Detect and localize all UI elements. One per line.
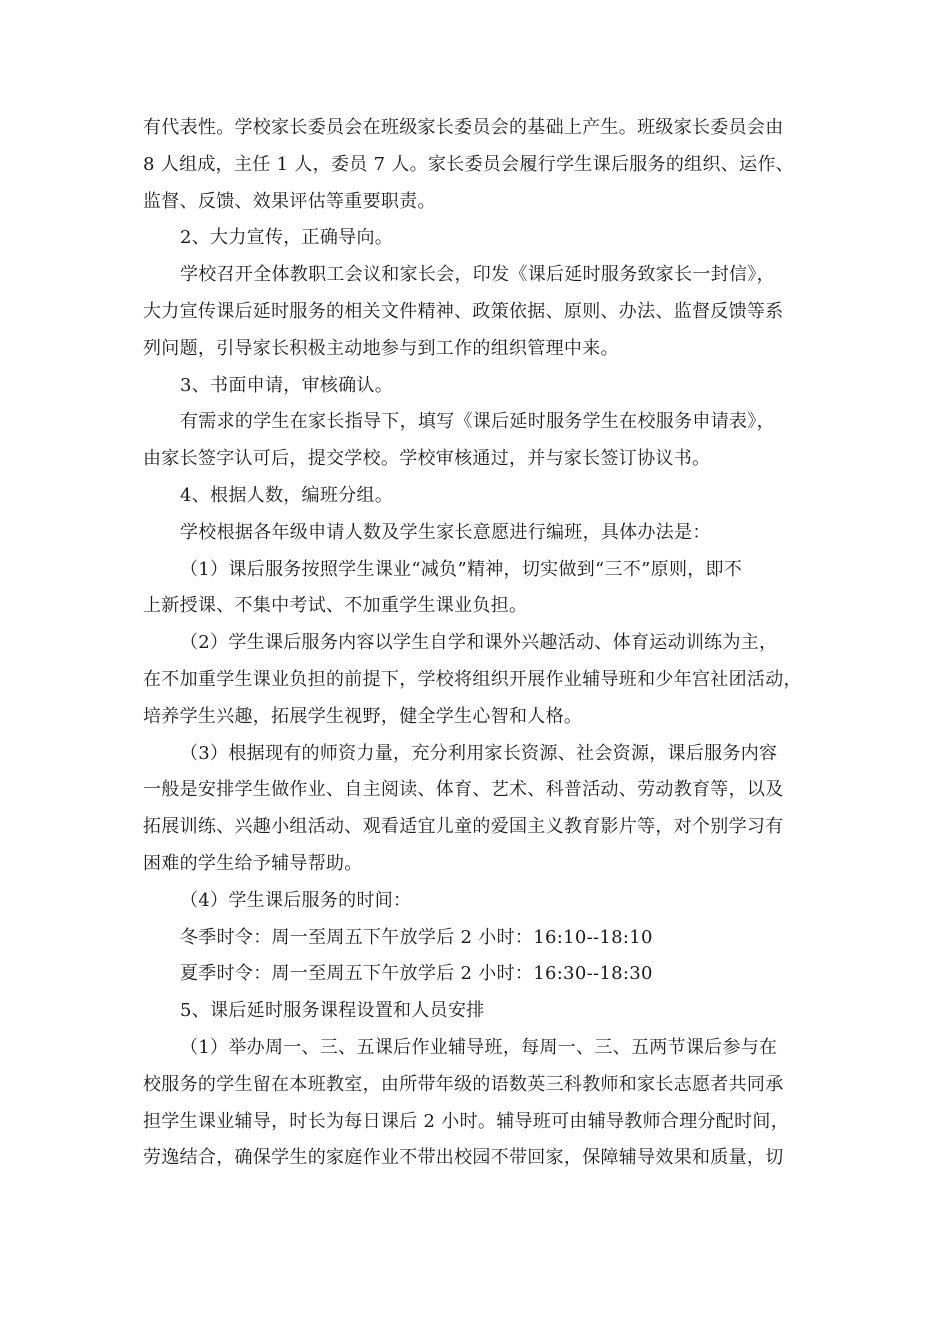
text-line: 由家长签字认可后，提交学校。学校审核通过，并与家长签订协议书。: [143, 448, 711, 470]
text-line: （1）举办周一、三、五课后作业辅导班，每周一、三、五两节课后参与在: [180, 1036, 778, 1058]
text-line: （3）根据现有的师资力量，充分利用家长资源、社会资源，课后服务内容: [180, 742, 778, 764]
text-line: 担学生课业辅导，时长为每日课后 2 小时。辅导班可由辅导教师合理分配时间，: [143, 1110, 789, 1132]
text-line: 有代表性。学校家长委员会在班级家长委员会的基础上产生。班级家长委员会由: [143, 117, 784, 138]
text-line: 培养学生兴趣，拓展学生视野，健全学生心智和人格。: [143, 705, 583, 727]
text-line: 上新授课、不集中考试、不加重学生课业负担。: [143, 595, 528, 617]
text-line: （4）学生课后服务的时间：: [180, 889, 412, 911]
text-line: 8 人组成，主任 1 人，委员 7 人。家长委员会履行学生课后服务的组织、运作、: [143, 153, 794, 175]
text-line: 劳逸结合，确保学生的家庭作业不带出校园不带回家，保障辅导效果和质量，切: [143, 1147, 784, 1169]
text-line: 列问题，引导家长积极主动地参与到工作的组织管理中来。: [143, 337, 619, 359]
text-line: 拓展训练、兴趣小组活动、观看适宜儿童的爱国主义教育影片等，对个别学习有: [143, 816, 784, 838]
schedule-line-summer: 夏季时令：周一至周五下午放学后 2 小时：16:30--18:30: [180, 963, 653, 985]
text-line: 一般是安排学生做作业、自主阅读、体育、艺术、科普活动、劳动教育等，以及: [143, 779, 784, 801]
text-line: 有需求的学生在家长指导下，填写《课后延时服务学生在校服务申请表》，: [180, 411, 775, 433]
section-heading: 3、书面申请，审核确认。: [180, 374, 394, 396]
schedule-line-winter: 冬季时令：周一至周五下午放学后 2 小时：16:10--18:10: [180, 926, 653, 948]
text-line: 监督、反馈、效果评估等重要职责。: [143, 190, 436, 212]
text-line: 困难的学生给予辅导帮助。: [143, 852, 363, 874]
text-line: （2）学生课后服务内容以学生自学和课外兴趣活动、体育运动训练为主，: [180, 632, 778, 654]
text-line: 在不加重学生课业负担的前提下，学校将组织开展作业辅导班和少年宫社团活动，: [143, 668, 802, 690]
section-heading: 2、大力宣传，正确导向。: [180, 227, 394, 249]
text-line: （1）课后服务按照学生课业“减负”精神，切实做到“三不”原则，即不: [180, 558, 743, 580]
text-line: 大力宣传课后延时服务的相关文件精神、政策依据、原则、办法、监督反馈等系: [143, 300, 784, 322]
section-heading: 5、课后延时服务课程设置和人员安排: [180, 1000, 485, 1022]
document-body: [143, 110, 813, 1177]
text-line: 校服务的学生留在本班教室，由所带年级的语数英三科教师和家长志愿者共同承: [143, 1073, 784, 1095]
text-line: 学校召开全体教职工会议和家长会，印发《课后延时服务致家长一封信》，: [180, 264, 775, 286]
section-heading: 4、根据人数，编班分组。: [180, 484, 394, 506]
text-line: 学校根据各年级申请人数及学生家长意愿进行编班，具体办法是：: [180, 521, 711, 543]
